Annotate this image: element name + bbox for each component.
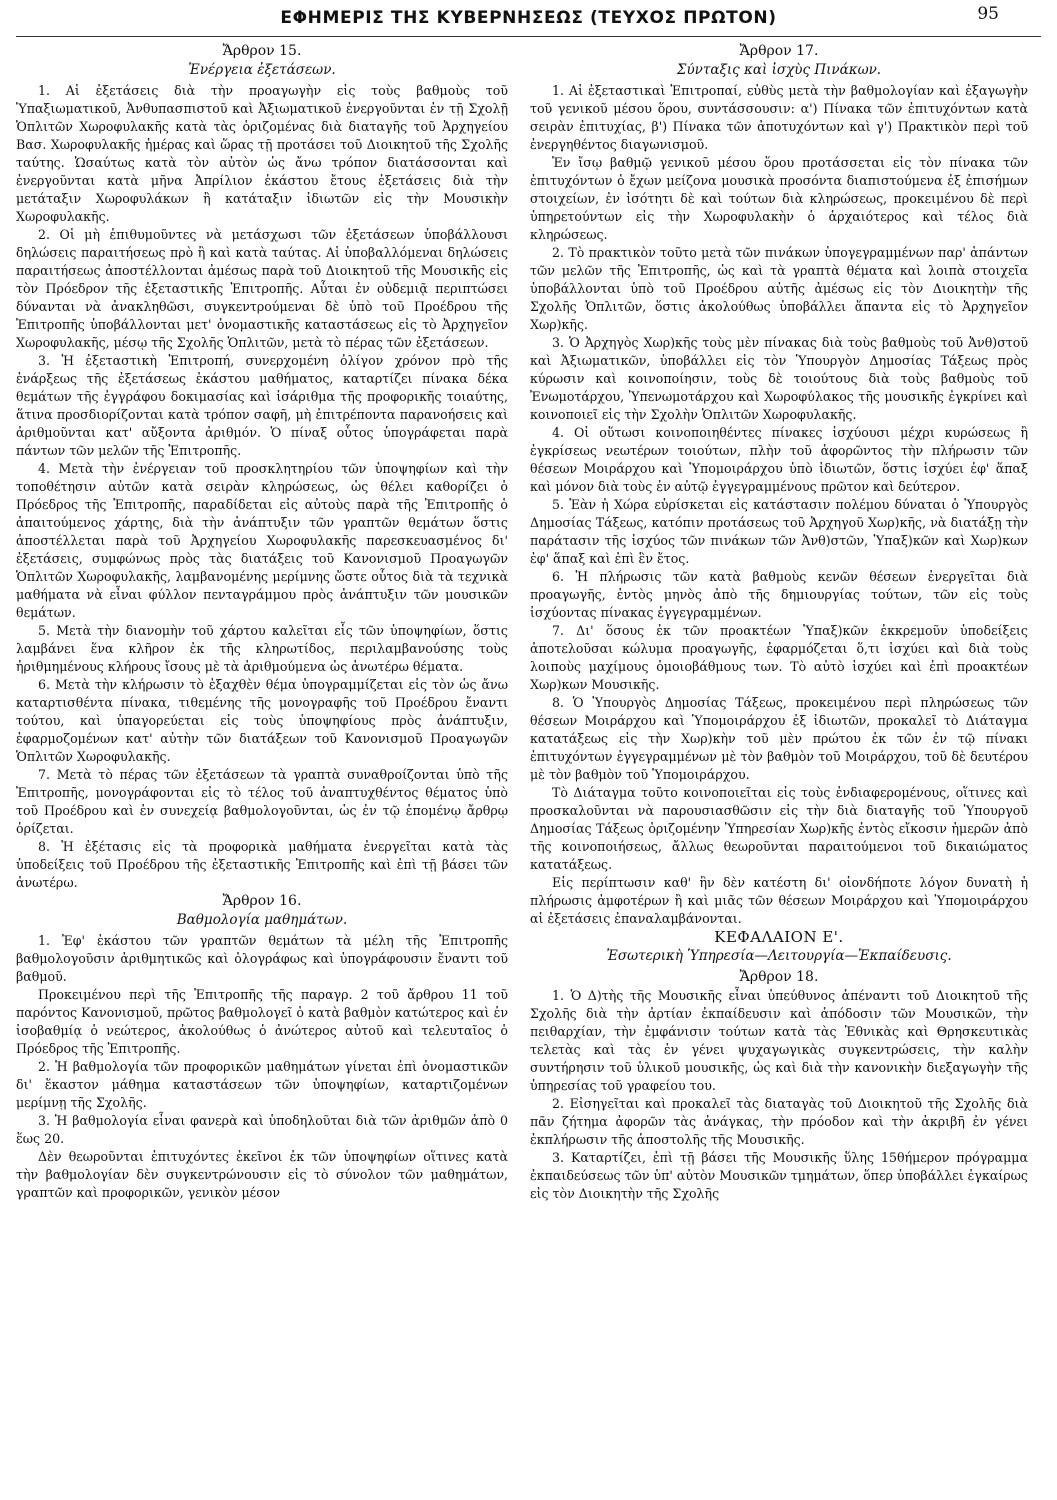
paragraph: Δὲν θεωροῦνται ἐπιτυχόντες ἐκεῖνοι ἐκ τῶν ὑποψηφίων οἵτινες κατὰ τὴν βαθμολογίαν δὲν συγκεντρώνουσιν εἰς τὸ σύνολον τῶν μαθημάτων, γραπτῶν καὶ προφορικῶν, γενικὸν μέσον [16,1149,508,1200]
page-header [0,4,1057,38]
paragraph: 5. Μετὰ τὴν διανομὴν τοῦ χάρτου καλεῖται εἷς τῶν ὑποψηφίων, ὅστις λαμβάνει ἕνα κλῆρον ἐκ τῆς κληρωτίδος, περιλαμβανούσης τοὺς ἠριθμημένους κλήρους ἴσους μὲ τὰ ἀριθμούμενα ὡς ἀνωτέρω θέματα. [16,623,508,674]
paragraph: Προκειμένου περὶ τῆς Ἐπιτροπῆς τῆς παραγρ. 2 τοῦ ἄρθρου 11 τοῦ παρόντος Κανονισμοῦ, πρῶτος βαθμολογεῖ ὁ κατὰ βαθμὸν κατώτερος καὶ ἐν ἰσοβαθμίᾳ ὁ νεώτερος, ἀκολούθως ὁ ἀνώτερος αὐτοῦ καὶ τελευταῖος ὁ Πρόεδρος τῆς Ἐπιτροπῆς. [16,987,508,1056]
article-heading: Ἄρθρον 16. [222,893,302,909]
paragraph: Εἰς περίπτωσιν καθ' ἣν δὲν κατέστη δι' οἱονδήποτε λόγον δυνατὴ ἡ πλήρωσις ἀμφοτέρων ἢ καὶ μιᾶς τῶν θέσεων Μοιράρχου καὶ Ὑπομοιράρχου αἱ ἐξετάσεις ἐπαναλαμβάνονται. [530,875,1028,926]
article-subheading: Βαθμολογία μαθημάτων. [176,912,348,928]
paragraph: 3. Καταρτίζει, ἐπὶ τῇ βάσει τῆς Μουσικῆς ὕλης 15θήμερον πρόγραμμα ἐκπαιδεύσεως τῶν ὑπ' αὐτὸν Μουσικῶν τμημάτων, ὅπερ ὑποβάλλει ἐγκαίρως εἰς τὸν Διοικητὴν τῆς Σχολῆς [530,1150,1028,1201]
paragraph: Ἐν ἴσῳ βαθμῷ γενικοῦ μέσου ὅρου προτάσσεται εἰς τὸν πίνακα τῶν ἐπιτυχόντων ὁ ἔχων μείζονα μουσικὰ προσόντα διαπιστούμενα ἐξ ἐπισήμων στοιχείων, ἐν ἰσότητι δὲ καὶ τούτων διὰ κληρώσεως, προκειμένου δὲ περὶ ὑπηρετούντων εἰς τὴν Χωροφυλακὴν ὁ ἀρχαιότερος καὶ τέλος διὰ κληρώσεως. [530,155,1028,242]
chapter-heading: ΚΕΦΑΛΑΙΟΝ Ε'. [714,928,844,946]
paragraph: 1. Ὁ Δ)τὴς τῆς Μουσικῆς εἶναι ὑπεύθυνος ἀπέναντι τοῦ Διοικητοῦ τῆς Σχολῆς διὰ τὴν ἀρτίαν ἐκπαίδευσιν καὶ ἀπόδοσιν τῶν Μουσικῶν, τὴν πειθαρχίαν, τὴν ἐμφάνισιν τούτων κατὰ τὰς Ἐθνικὰς καὶ Θρησκευτικὰς τελετὰς καὶ τὰς ἐν γένει ψυχαγωγικὰς συγκεντρώσεις, τὴν καλὴν συντήρησιν τοῦ ὑλικοῦ μουσικῆς, ὡς καὶ διὰ τὴν κανονικὴν διεξαγωγὴν τῆς ὑπηρεσίας τοῦ γραφείου του. [530,988,1028,1093]
paragraph: 3. Ἡ βαθμολογία εἶναι φανερὰ καὶ ὑποδηλοῦται διὰ τῶν ἀριθμῶν ἀπὸ 0 ἕως 20. [16,1113,508,1146]
paragraph: 1. Αἱ ἐξεταστικαὶ Ἐπιτροπαί, εὐθὺς μετὰ τὴν βαθμολογίαν καὶ ἐξαγωγὴν τοῦ γενικοῦ μέσου ὅρου, συντάσσουσιν: α') Πίνακα τῶν ἐπιτυχόντων κατὰ σειρὰν ἐπιτυχίας, β') Πίνακα τῶν ἀποτυχόντων καὶ γ') Πρακτικὸν περὶ τοῦ ἐνεργηθέντος διαγωνισμοῦ. [530,83,1028,152]
paragraph: 2. Οἱ μὴ ἐπιθυμοῦντες νὰ μετάσχωσι τῶν ἐξετάσεων ὑποβάλλουσι δηλώσεις παραιτήσεως πρὸ ἢ καὶ κατὰ ταύτας. Αἱ ὑποβαλλόμεναι δηλώσεις παραιτήσεως ἀποστέλλονται ἀμέσως παρὰ τοῦ Διοικητοῦ τῆς Μουσικῆς εἰς τὸν Πρόεδρον τῆς ἐξεταστικῆς Ἐπιτροπῆς. Αὗται ἐν οὐδεμιᾷ περιπτώσει δύνανται νὰ ἀνακληθῶσι, συγκεντρούμεναι δὲ ὑπὸ τοῦ Προέδρου τῆς Ἐπιτροπῆς ὑποβάλλονται μετ' ὀνομαστικῆς καταστάσεως εἰς τὸ Ἀρχηγεῖον Χωροφυλακῆς, μέσῳ τῆς Σχολῆς Ὁπλιτῶν, μετὰ τὸ πέρας τῶν ἐξετάσεων. [16,227,508,350]
paragraph: 8. Ὁ Ὑπουργὸς Δημοσίας Τάξεως, προκειμένου περὶ πληρώσεως τῶν θέσεων Μοιράρχου καὶ Ὑπομοιράρχου ἐξ ἰδιωτῶν, προκαλεῖ τὸ Διάταγμα κατατάξεως εἰς τὴν Χωρ)κὴν τοῦ μὲν πρώτου ἐκ τῶν ἐν τῷ πίνακι ἐπιτυχόντων ἐγγεγραμμένων μὲ τὸν βαθμὸν τοῦ Μοιράρχου, τοῦ δὲ δευτέρου μὲ τὸν βαθμὸν τοῦ Ὑπομοιράρχου. [530,695,1028,782]
page-number: 95 [977,4,999,24]
paragraph: 3. Ἡ ἐξεταστικὴ Ἐπιτροπή, συνερχομένη ὀλίγον χρόνον πρὸ τῆς ἐνάρξεως τῆς ἐξετάσεως ἑκάστου μαθήματος, καταρτίζει πίνακα δέκα θεμάτων τῆς ἐγγράφου δοκιμασίας καὶ ἰσάριθμα τῆς προφορικῆς τοιαύτης, ἅτινα προσδιορίζονται κατὰ τρόπον σαφῆ, μὴ ἐπιτρέποντα παρανοήσεις καὶ ἀριθμοῦνται κατ' αὔξοντα ἀριθμόν. Ὁ πίναξ οὗτος ὑπογράφεται παρὰ πάντων τῶν μελῶν τῆς Ἐπιτροπῆς. [16,353,508,458]
article-heading: Ἄρθρον 17. [739,43,819,59]
paragraph: 7. Δι' ὅσους ἐκ τῶν προακτέων Ὑπαξ)κῶν ἐκκρεμοῦν ὑποδείξεις ἀποτελοῦσαι κώλυμα προαγωγῆς, ἐφαρμόζεται ὅ,τι ἰσχύει καὶ διὰ τοὺς λοιποὺς μαχίμους ὁμοιοβάθμους των. Τὸ αὐτὸ ἰσχύει καὶ ἐπὶ προακτέων Χωρ)κων Μουσικῆς. [530,623,1028,692]
paragraph: 3. Ὁ Ἀρχηγὸς Χωρ)κῆς τοὺς μὲν πίνακας διὰ τοὺς βαθμοὺς τοῦ Ἀνθ)στοῦ καὶ Ἀξιωματικῶν, ὑποβάλλει εἰς τὸν Ὑπουργὸν Δημοσίας Τάξεως πρὸς κύρωσιν καὶ κοινοποίησιν, τοὺς δὲ τοιούτους διὰ τοὺς βαθμοὺς τοῦ Ἐνωμοτάρχου, Ὑπενωμοτάρχου καὶ Χωροφύλακος τῆς μουσικῆς ἐγκρίνει καὶ κοινοποιεῖ εἰς τὴν Σχολὴν Ὁπλιτῶν Χωροφυλακῆς. [530,335,1028,422]
gazette-title: ΕΦΗΜΕΡΙΣ ΤΗΣ ΚΥΒΕΡΝΗΣΕΩΣ (ΤΕΥΧΟΣ ΠΡΩΤΟΝ) [280,8,777,28]
left-column [16,42,508,1492]
paragraph: Τὸ Διάταγμα τοῦτο κοινοποιεῖται εἰς τοὺς ἐνδιαφερομένους, οἵτινες καὶ προσκαλοῦνται νὰ παρουσιασθῶσιν εἰς τὴν διὰ διαταγῆς τοῦ Ὑπουργοῦ Δημοσίας Τάξεως ὁριζομένην Ὑπηρεσίαν Χωρ)κῆς ἐντὸς εἴκοσιν ἡμερῶν ἀπὸ τῆς κοινοποιήσεως, ἄλλως θεωροῦνται παραιτούμενοι τοῦ δικαιώματος κατατάξεως. [530,785,1028,872]
paragraph: 2. Εἰσηγεῖται καὶ προκαλεῖ τὰς διαταγὰς τοῦ Διοικητοῦ τῆς Σχολῆς διὰ πᾶν ζήτημα ἀφορῶν τὰς ἀνάγκας, τὴν πρόοδον καὶ τὴν ἀκριβῆ ἐν γένει ἐκπλήρωσιν τῆς ἀποστολῆς τῆς Μουσικῆς. [530,1096,1028,1147]
paragraph: 4. Μετὰ τὴν ἐνέργειαν τοῦ προσκλητηρίου τῶν ὑποψηφίων καὶ τὴν τοποθέτησιν αὐτῶν κατὰ σειρὰν κληρώσεως, ὡς θέλει καθορίζει ὁ Πρόεδρος τῆς Ἐπιτροπῆς, παραδίδεται εἰς αὐτοὺς παρὰ τῆς Ἐπιτροπῆς ὁ ἀπαιτούμενος χάρτης, διὰ τὴν ἀνάπτυξιν τῶν γραπτῶν θεμάτων ὅστις ἀποστέλλεται παρὰ τοῦ Ἀρχηγείου Χωροφυλακῆς παρεσκευασμένος δι' ἐξετάσεις, συμφώνως πρὸς τὰς διατάξεις τοῦ Κανονισμοῦ Προαγωγῶν Ὁπλιτῶν Χωροφυλακῆς, λαμβανομένης μερίμνης ὥστε οὗτος διὰ τὰ τεχνικὰ μαθήματα νὰ εἶναι φύλλον πενταγράμμου πρὸς ἀνάπτυξιν τῶν μουσικῶν θεμάτων. [16,461,508,620]
article-subheading: Σύνταξις καὶ ἰσχὺς Πινάκων. [676,62,882,78]
paragraph: 6. Ἡ πλήρωσις τῶν κατὰ βαθμοὺς κενῶν θέσεων ἐνεργεῖται διὰ προαγωγῆς, ἐντὸς μηνὸς ἀπὸ τῆς δημιουργίας τούτων, τῶν εἰς τοὺς ἰσχύοντας πίνακας ἐγγεγραμμένων. [530,569,1028,620]
paragraph: 1. Ἐφ' ἑκάστου τῶν γραπτῶν θεμάτων τὰ μέλη τῆς Ἐπιτροπῆς βαθμολογοῦσιν ἀριθμητικῶς καὶ ὁλογράφως καὶ ὑπογράφουσιν ἔναντι τοῦ βαθμοῦ. [16,933,508,984]
article-subheading: Ἐνέργεια ἐξετάσεων. [188,62,336,78]
paragraph: 6. Μετὰ τὴν κλήρωσιν τὸ ἐξαχθὲν θέμα ὑπογραμμίζεται εἰς τὸν ὡς ἄνω καταρτισθέντα πίνακα, τιθεμένης τῆς μονογραφῆς τοῦ Προέδρου ἔναντι τούτου, καὶ ὑπαγορεύεται εἰς τοὺς ὑποψηφίους πρὸς ἀνάπτυξιν, ἐφαρμοζομένων κατ' αὐτὴν τῶν διατάξεων τοῦ Κανονισμοῦ Προαγωγῶν Ὁπλιτῶν Χωροφυλακῆς. [16,677,508,764]
article-heading: Ἄρθρον 18. [739,969,819,985]
paragraph: 4. Οἱ οὕτωσι κοινοποιηθέντες πίνακες ἰσχύουσι μέχρι κυρώσεως ἢ ἐγκρίσεως νεωτέρων τοιούτων, πλὴν τοῦ ἀφορῶντος τὴν πλήρωσιν τῶν θέσεων Μοιράρχου καὶ Ὑπομοιράρχου ὑπὸ ἰδιωτῶν, ὅστις ἰσχύει ἐφ' ἅπαξ καὶ μόνον διὰ τοὺς ἐν αὐτῷ ἐγγεγραμμένους πρῶτον καὶ δεύτερον. [530,425,1028,494]
article-heading: Ἄρθρον 15. [222,43,302,59]
paragraph: 2. Τὸ πρακτικὸν τοῦτο μετὰ τῶν πινάκων ὑπογεγραμμένων παρ' ἁπάντων τῶν μελῶν τῆς Ἐπιτροπῆς, ὡς καὶ τὰ γραπτὰ θέματα καὶ λοιπὰ στοιχεῖα ὑποβάλλονται ὑπὸ τοῦ Προέδρου αὐτῆς ἀμέσως εἰς τὸν Διοικητὴν τῆς Σχολῆς Ὁπλιτῶν, ὅστις ἀκολούθως ὑποβάλλει ἅπαντα εἰς τὸ Ἀρχηγεῖον Χωρ)κῆς. [530,245,1028,332]
right-column [530,42,1028,1492]
paragraph: 1. Αἱ ἐξετάσεις διὰ τὴν προαγωγὴν εἰς τοὺς βαθμοὺς τοῦ Ὑπαξιωματικοῦ, Ἀνθυπασπιστοῦ καὶ Ἀξιωματικοῦ ἐνεργοῦνται ἐν τῇ Σχολῇ Ὁπλιτῶν Χωροφυλακῆς κατὰ τὰς ὁριζομένας διὰ διαταγῆς τοῦ Ἀρχηγείου Βασ. Χωροφυλακῆς ἡμέρας καὶ ὥρας τῇ προτάσει τοῦ Διοικητοῦ τῆς Σχολῆς ταύτης. Ὡσαύτως κατὰ τὸν αὐτὸν ὡς ἄνω τρόπον διατάσσονται καὶ ἐνεργοῦνται κατὰ μῆνα Ἀπρίλιον ἑκάστου ἔτους ἐξετάσεις διὰ τὴν μετάταξιν Χωροφυλάκων ἢ κατάταξιν ἰδιωτῶν εἰς τὴν Μουσικὴν Χωροφυλακῆς. [16,83,508,224]
paragraph: 2. Ἡ βαθμολογία τῶν προφορικῶν μαθημάτων γίνεται ἐπὶ ὀνομαστικῶν δι' ἕκαστον μάθημα καταστάσεων τῶν ὑποψηφίων, καταρτιζομένων μερίμνῃ τῆς Σχολῆς. [16,1059,508,1110]
article-subheading: Ἐσωτερικὴ Ὑπηρεσία—Λειτουργία—Ἐκπαίδευσις. [606,948,952,964]
paragraph: 5. Ἐὰν ἡ Χώρα εὑρίσκεται εἰς κατάστασιν πολέμου δύναται ὁ Ὑπουργὸς Δημοσίας Τάξεως, κατόπιν προτάσεως τοῦ Ἀρχηγοῦ Χωρ)κῆς, νὰ διατάξῃ τὴν παράτασιν τῆς ἰσχύος τῶν πινάκων τῶν Ἀνθ)στῶν, Ὑπαξ)κῶν καὶ Χωρ)κων ἐφ' ἅπαξ καὶ ἐπὶ ἓν ἔτος. [530,497,1028,566]
paragraph: 7. Μετὰ τὸ πέρας τῶν ἐξετάσεων τὰ γραπτὰ συναθροίζονται ὑπὸ τῆς Ἐπιτροπῆς, μονογράφονται εἰς τὸ τέλος τοῦ ἀναπτυχθέντος θέματος ὑπὸ τοῦ Προέδρου καὶ ἐν συνεχείᾳ βαθμολογοῦνται, ὡς ἐν τῷ ἑπομένῳ ἄρθρῳ ὁρίζεται. [16,767,508,836]
header-rule [16,36,1041,37]
paragraph: 8. Ἡ ἐξέτασις εἰς τὰ προφορικὰ μαθήματα ἐνεργεῖται κατὰ τὰς ὑποδείξεις τοῦ Προέδρου τῆς ἐξεταστικῆς Ἐπιτροπῆς καὶ ἐπὶ τῇ βάσει τῶν ἀνωτέρω. [16,839,508,890]
